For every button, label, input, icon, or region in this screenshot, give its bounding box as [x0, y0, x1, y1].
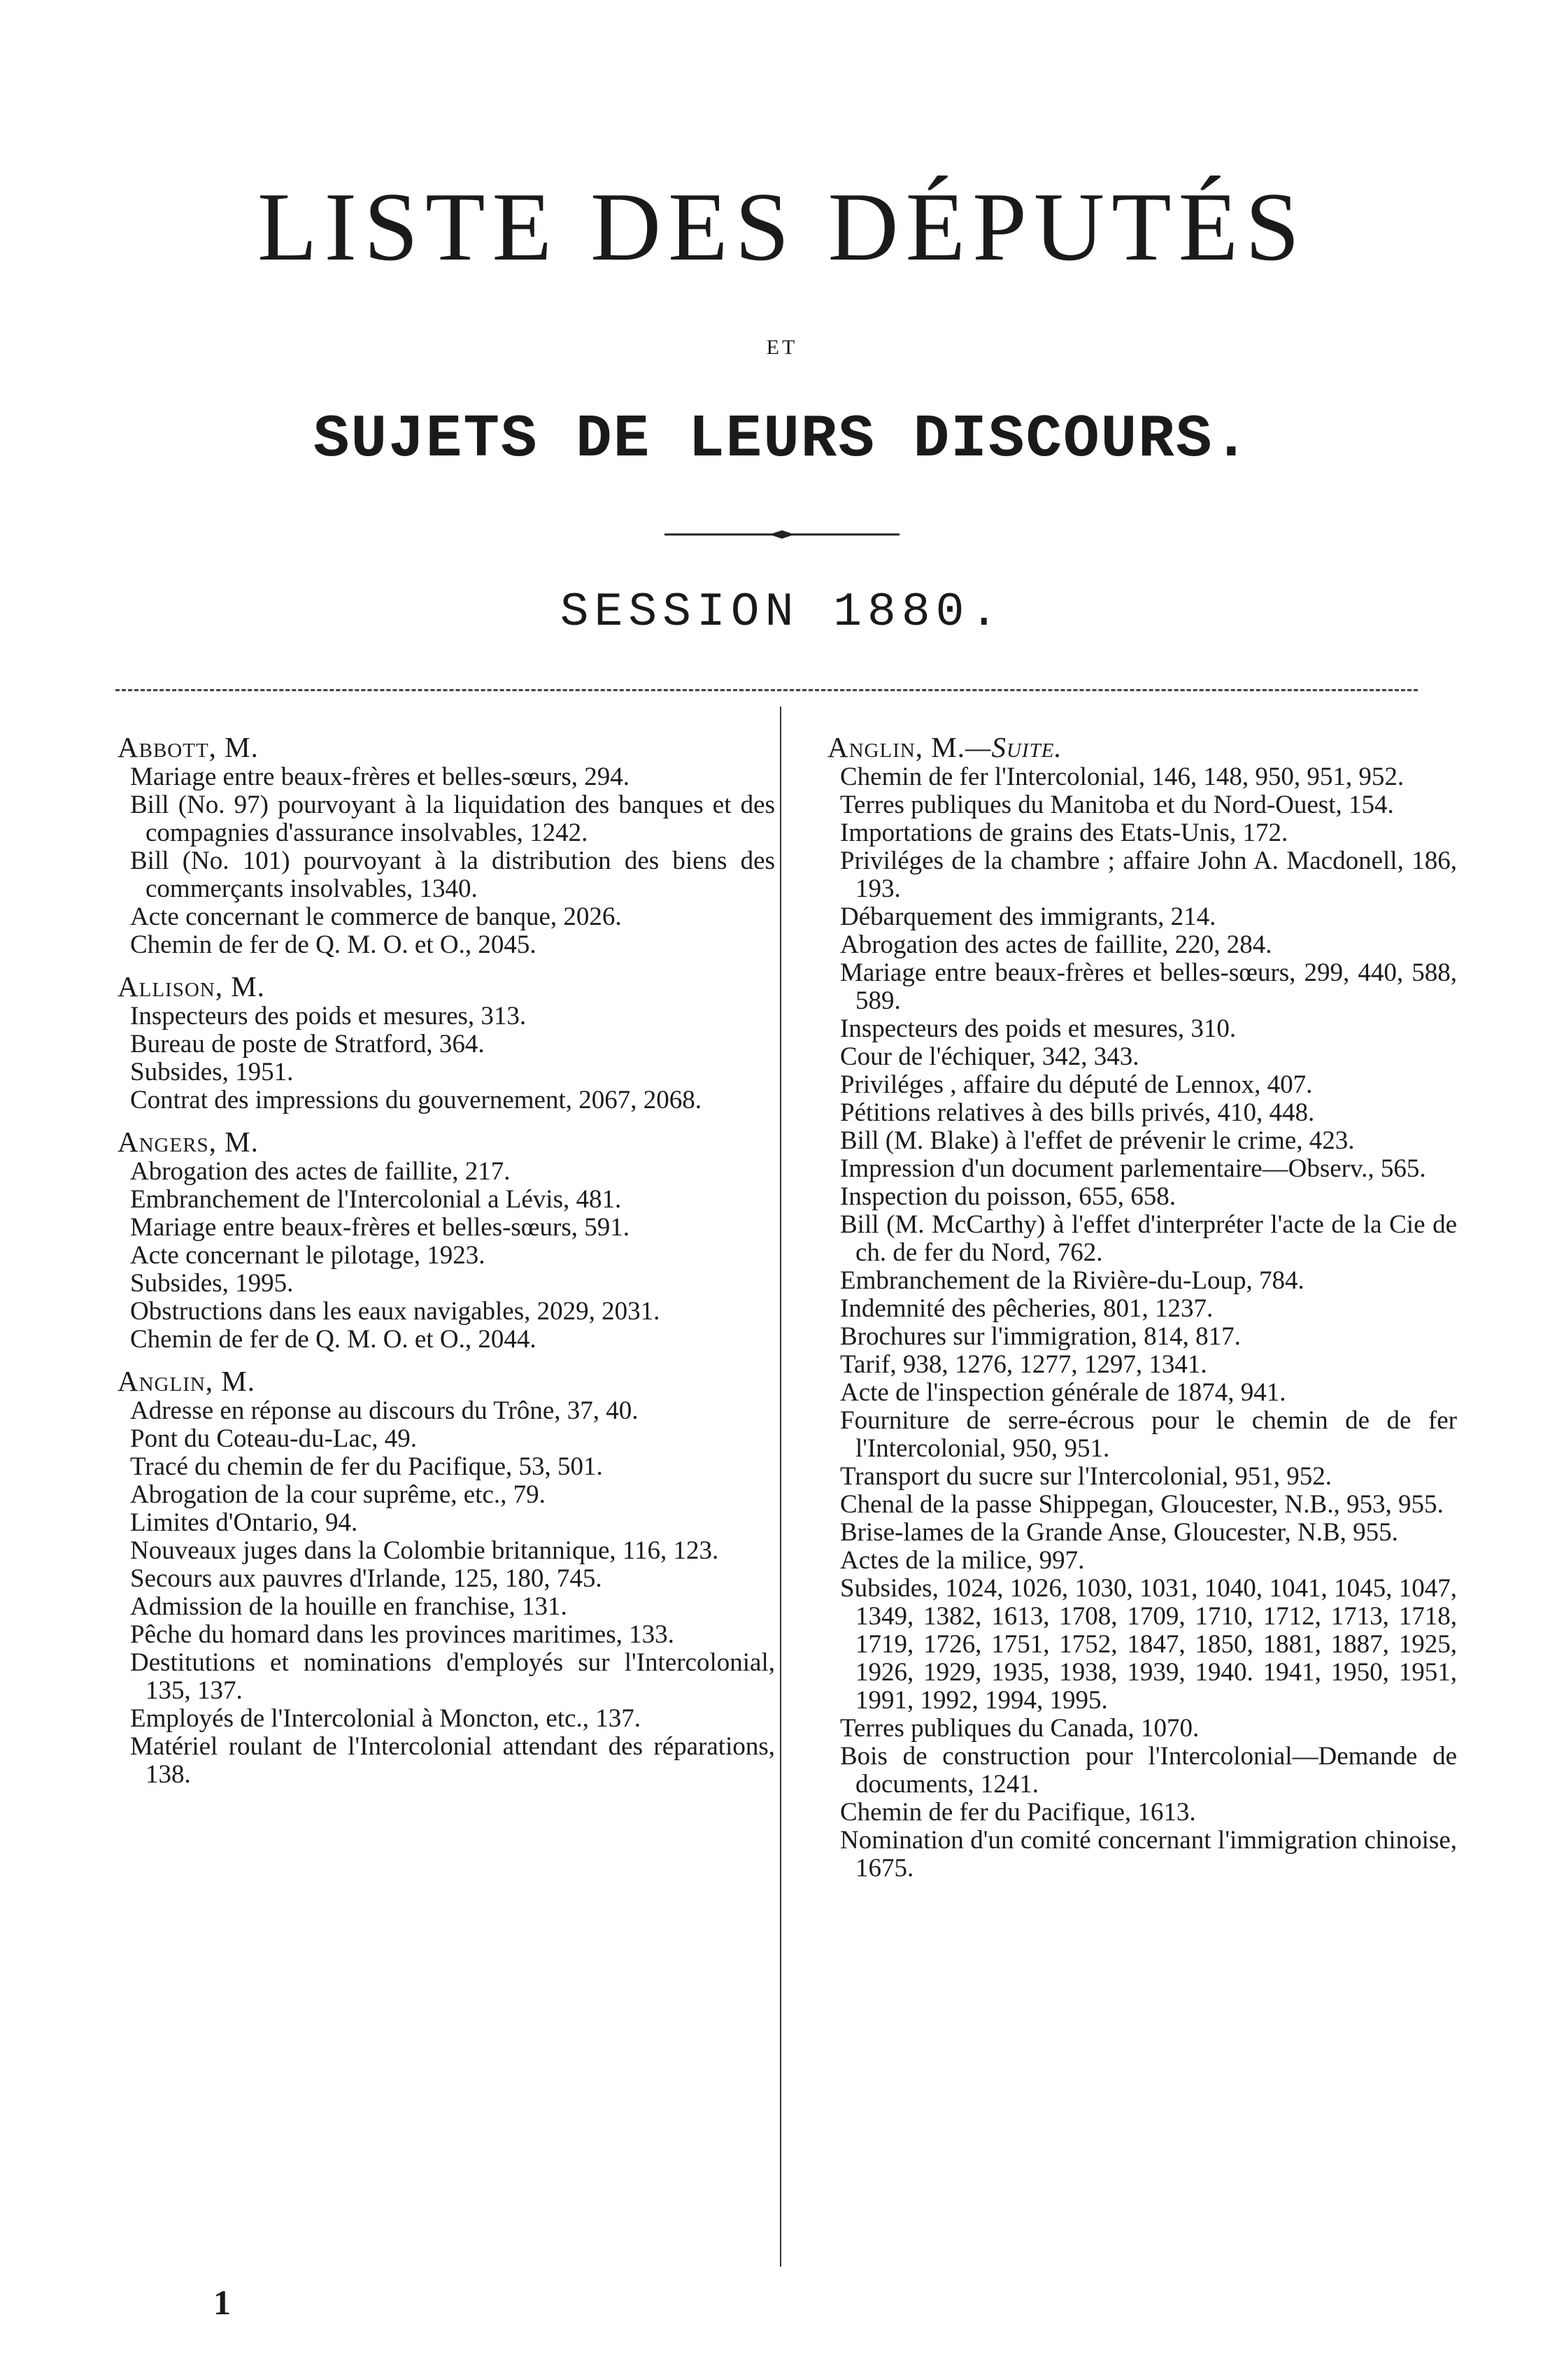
speech-subject: Chemin de fer du Pacifique, 1613. — [840, 1798, 1196, 1827]
speech-subject: Subsides, 1951. — [130, 1058, 294, 1086]
deputy-name — [827, 731, 1457, 763]
speech-subject: Terres publiques du Canada, 1070. — [840, 1714, 1200, 1743]
speech-subject: Embranchement de la Rivière-du-Loup, 784. — [840, 1266, 1304, 1295]
speech-subject: Secours aux pauvres d'Irlande, 125, 180, 745. — [130, 1564, 602, 1593]
speech-subject: Inspection du poisson, 655, 658. — [840, 1182, 1176, 1211]
speech-subject: Embranchement de l'Intercolonial a Lévis, 481. — [130, 1185, 622, 1214]
speech-subject: Inspecteurs des poids et mesures, 313. — [130, 1002, 527, 1030]
speech-subject: Nouveaux juges dans la Colombie britannique, 116, 123. — [130, 1536, 719, 1565]
speech-subject: Abrogation des actes de faillite, 217. — [130, 1157, 511, 1186]
speech-subject: Bureau de poste de Stratford, 364. — [130, 1030, 485, 1058]
speech-subject: Brochures sur l'immigration, 814, 817. — [840, 1322, 1241, 1351]
speech-subject: Acte de l'inspection générale de 1874, 941. — [840, 1378, 1286, 1407]
deputy-name — [118, 1365, 775, 1397]
column-divider — [780, 707, 781, 2267]
header-rule — [115, 689, 1418, 691]
speech-subject: Abrogation de la cour suprême, etc., 79. — [130, 1480, 546, 1509]
speech-subject: Indemnité des pêcheries, 801, 1237. — [840, 1294, 1214, 1323]
speech-subject: Priviléges , affaire du député de Lennox, 407. — [840, 1070, 1313, 1099]
speech-subject: Pétitions relatives à des bills privés, 410, 448. — [840, 1098, 1315, 1127]
speech-subject: Transport du sucre sur l'Intercolonial, 951, 952. — [840, 1462, 1332, 1491]
speech-subject: Impression d'un document parlementaire—Observ., 565. — [840, 1154, 1426, 1183]
speech-subject: Tracé du chemin de fer du Pacifique, 53, 501. — [130, 1452, 603, 1481]
title-connector: ET — [766, 336, 798, 359]
page-number: 1 — [213, 2283, 231, 2322]
speech-subject: Obstructions dans les eaux navigables, 2029, 2031. — [130, 1297, 660, 1326]
deputy-name-text: Allison, M. — [118, 970, 265, 1003]
deputy-entry — [118, 1126, 775, 1354]
deputy-name-text: Abbott, M. — [118, 731, 259, 763]
deputy-name — [118, 731, 775, 763]
deputy-name — [118, 970, 775, 1003]
deputy-name-text: Anglin, M. — [827, 731, 966, 763]
speech-subject: Pêche du homard dans les provinces maritimes, 133. — [130, 1620, 674, 1649]
deputy-name-text: Angers, M. — [118, 1126, 259, 1158]
speech-subject: Mariage entre beaux-frères et belles-sœurs, 591. — [130, 1213, 630, 1242]
deputy-entry — [118, 731, 775, 959]
right-column — [827, 731, 1457, 1894]
speech-subject: Débarquement des immigrants, 214. — [840, 902, 1216, 931]
speech-subject: Pont du Coteau-du-Lac, 49. — [130, 1424, 417, 1453]
ornament-divider — [664, 530, 900, 539]
deputy-name-text: Anglin, M. — [118, 1365, 256, 1397]
speech-subject: Bill (No. 97) pourvoyant à la liquidation des banques et des compagnies d'assurance insolvables, 1242. — [130, 791, 775, 847]
session-heading: SESSION 1880. — [560, 586, 1004, 639]
speech-subject: Chemin de fer de Q. M. O. et O., 2044. — [130, 1325, 536, 1354]
speech-subject: Fourniture de serre-écrous pour le chemin de de fer l'Intercolonial, 950, 951. — [840, 1406, 1457, 1463]
deputy-entry — [827, 731, 1457, 1883]
speech-subject: Terres publiques du Manitoba et du Nord-Ouest, 154. — [840, 791, 1394, 819]
speech-subject: Limites d'Ontario, 94. — [130, 1508, 358, 1537]
speech-subject: Chemin de fer l'Intercolonial, 146, 148, 950, 951, 952. — [840, 763, 1405, 791]
speech-subject: Employés de l'Intercolonial à Moncton, etc., 137. — [130, 1704, 641, 1733]
speech-subject: Bill (No. 101) pourvoyant à la distribution des biens des commerçants insolvables, 1340. — [130, 847, 775, 903]
speech-subject: Mariage entre beaux-frères et belles-sœurs, 294. — [130, 763, 630, 791]
speech-subject: Acte concernant le commerce de banque, 2026. — [130, 902, 622, 931]
speech-subject: Contrat des impressions du gouvernement, 2067, 2068. — [130, 1086, 702, 1114]
speech-subject: Adresse en réponse au discours du Trône, 37, 40. — [130, 1396, 639, 1425]
page-subtitle: SUJETS DE LEURS DISCOURS. — [313, 405, 1251, 474]
deputy-entry — [118, 970, 775, 1114]
speech-subject: Matériel roulant de l'Intercolonial attendant des réparations, 138. — [130, 1732, 775, 1789]
speech-subject: Nomination d'un comité concernant l'immigration chinoise, 1675. — [840, 1826, 1457, 1883]
speech-subject: Admission de la houille en franchise, 131. — [130, 1592, 567, 1621]
speech-subject: Importations de grains des Etats-Unis, 172. — [840, 819, 1288, 847]
deputy-name-suffix: —Suite. — [965, 731, 1062, 763]
speech-subject: Priviléges de la chambre ; affaire John A. Macdonell, 186, 193. — [840, 847, 1457, 903]
speech-subject: Bill (M. McCarthy) à l'effet d'interpréter l'acte de la Cie de ch. de fer du Nord, 762. — [840, 1210, 1457, 1267]
speech-subject: Bill (M. Blake) à l'effet de prévenir le crime, 423. — [840, 1126, 1355, 1155]
speech-subject: Tarif, 938, 1276, 1277, 1297, 1341. — [840, 1350, 1207, 1379]
speech-subject: Acte concernant le pilotage, 1923. — [130, 1241, 485, 1270]
speech-subject: Destitutions et nominations d'employés sur l'Intercolonial, 135, 137. — [130, 1648, 775, 1705]
page-title: LISTE DES DÉPUTÉS — [257, 173, 1307, 281]
left-column — [118, 731, 775, 1800]
speech-subject: Abrogation des actes de faillite, 220, 284. — [840, 930, 1272, 959]
speech-subject: Brise-lames de la Grande Anse, Gloucester, N.B, 955. — [840, 1518, 1398, 1547]
speech-subject: Chenal de la passe Shippegan, Gloucester, N.B., 953, 955. — [840, 1490, 1444, 1519]
speech-subject: Inspecteurs des poids et mesures, 310. — [840, 1014, 1237, 1043]
deputy-entry — [118, 1365, 775, 1789]
speech-subject: Subsides, 1024, 1026, 1030, 1031, 1040, 1041, 1045, 1047, 1349, 1382, 1613, 1708, 1709, 1710, 1712, 1713, 1718, 1719, 1726, 1751, 1752, 1847, 1850, 1881, 1887, 1925, 1926, 1929, 1935, 1938, 1939, 1940. 1941, 1950, 1951, 1991, 1992, 1994, 1995. — [840, 1574, 1457, 1715]
speech-subject: Cour de l'échiquer, 342, 343. — [840, 1042, 1139, 1071]
speech-subject: Bois de construction pour l'Intercolonial—Demande de documents, 1241. — [840, 1742, 1457, 1799]
deputy-name — [118, 1126, 775, 1158]
speech-subject: Actes de la milice, 997. — [840, 1546, 1085, 1575]
speech-subject: Subsides, 1995. — [130, 1269, 294, 1298]
speech-subject: Chemin de fer de Q. M. O. et O., 2045. — [130, 930, 536, 959]
speech-subject: Mariage entre beaux-frères et belles-sœurs, 299, 440, 588, 589. — [840, 958, 1457, 1015]
